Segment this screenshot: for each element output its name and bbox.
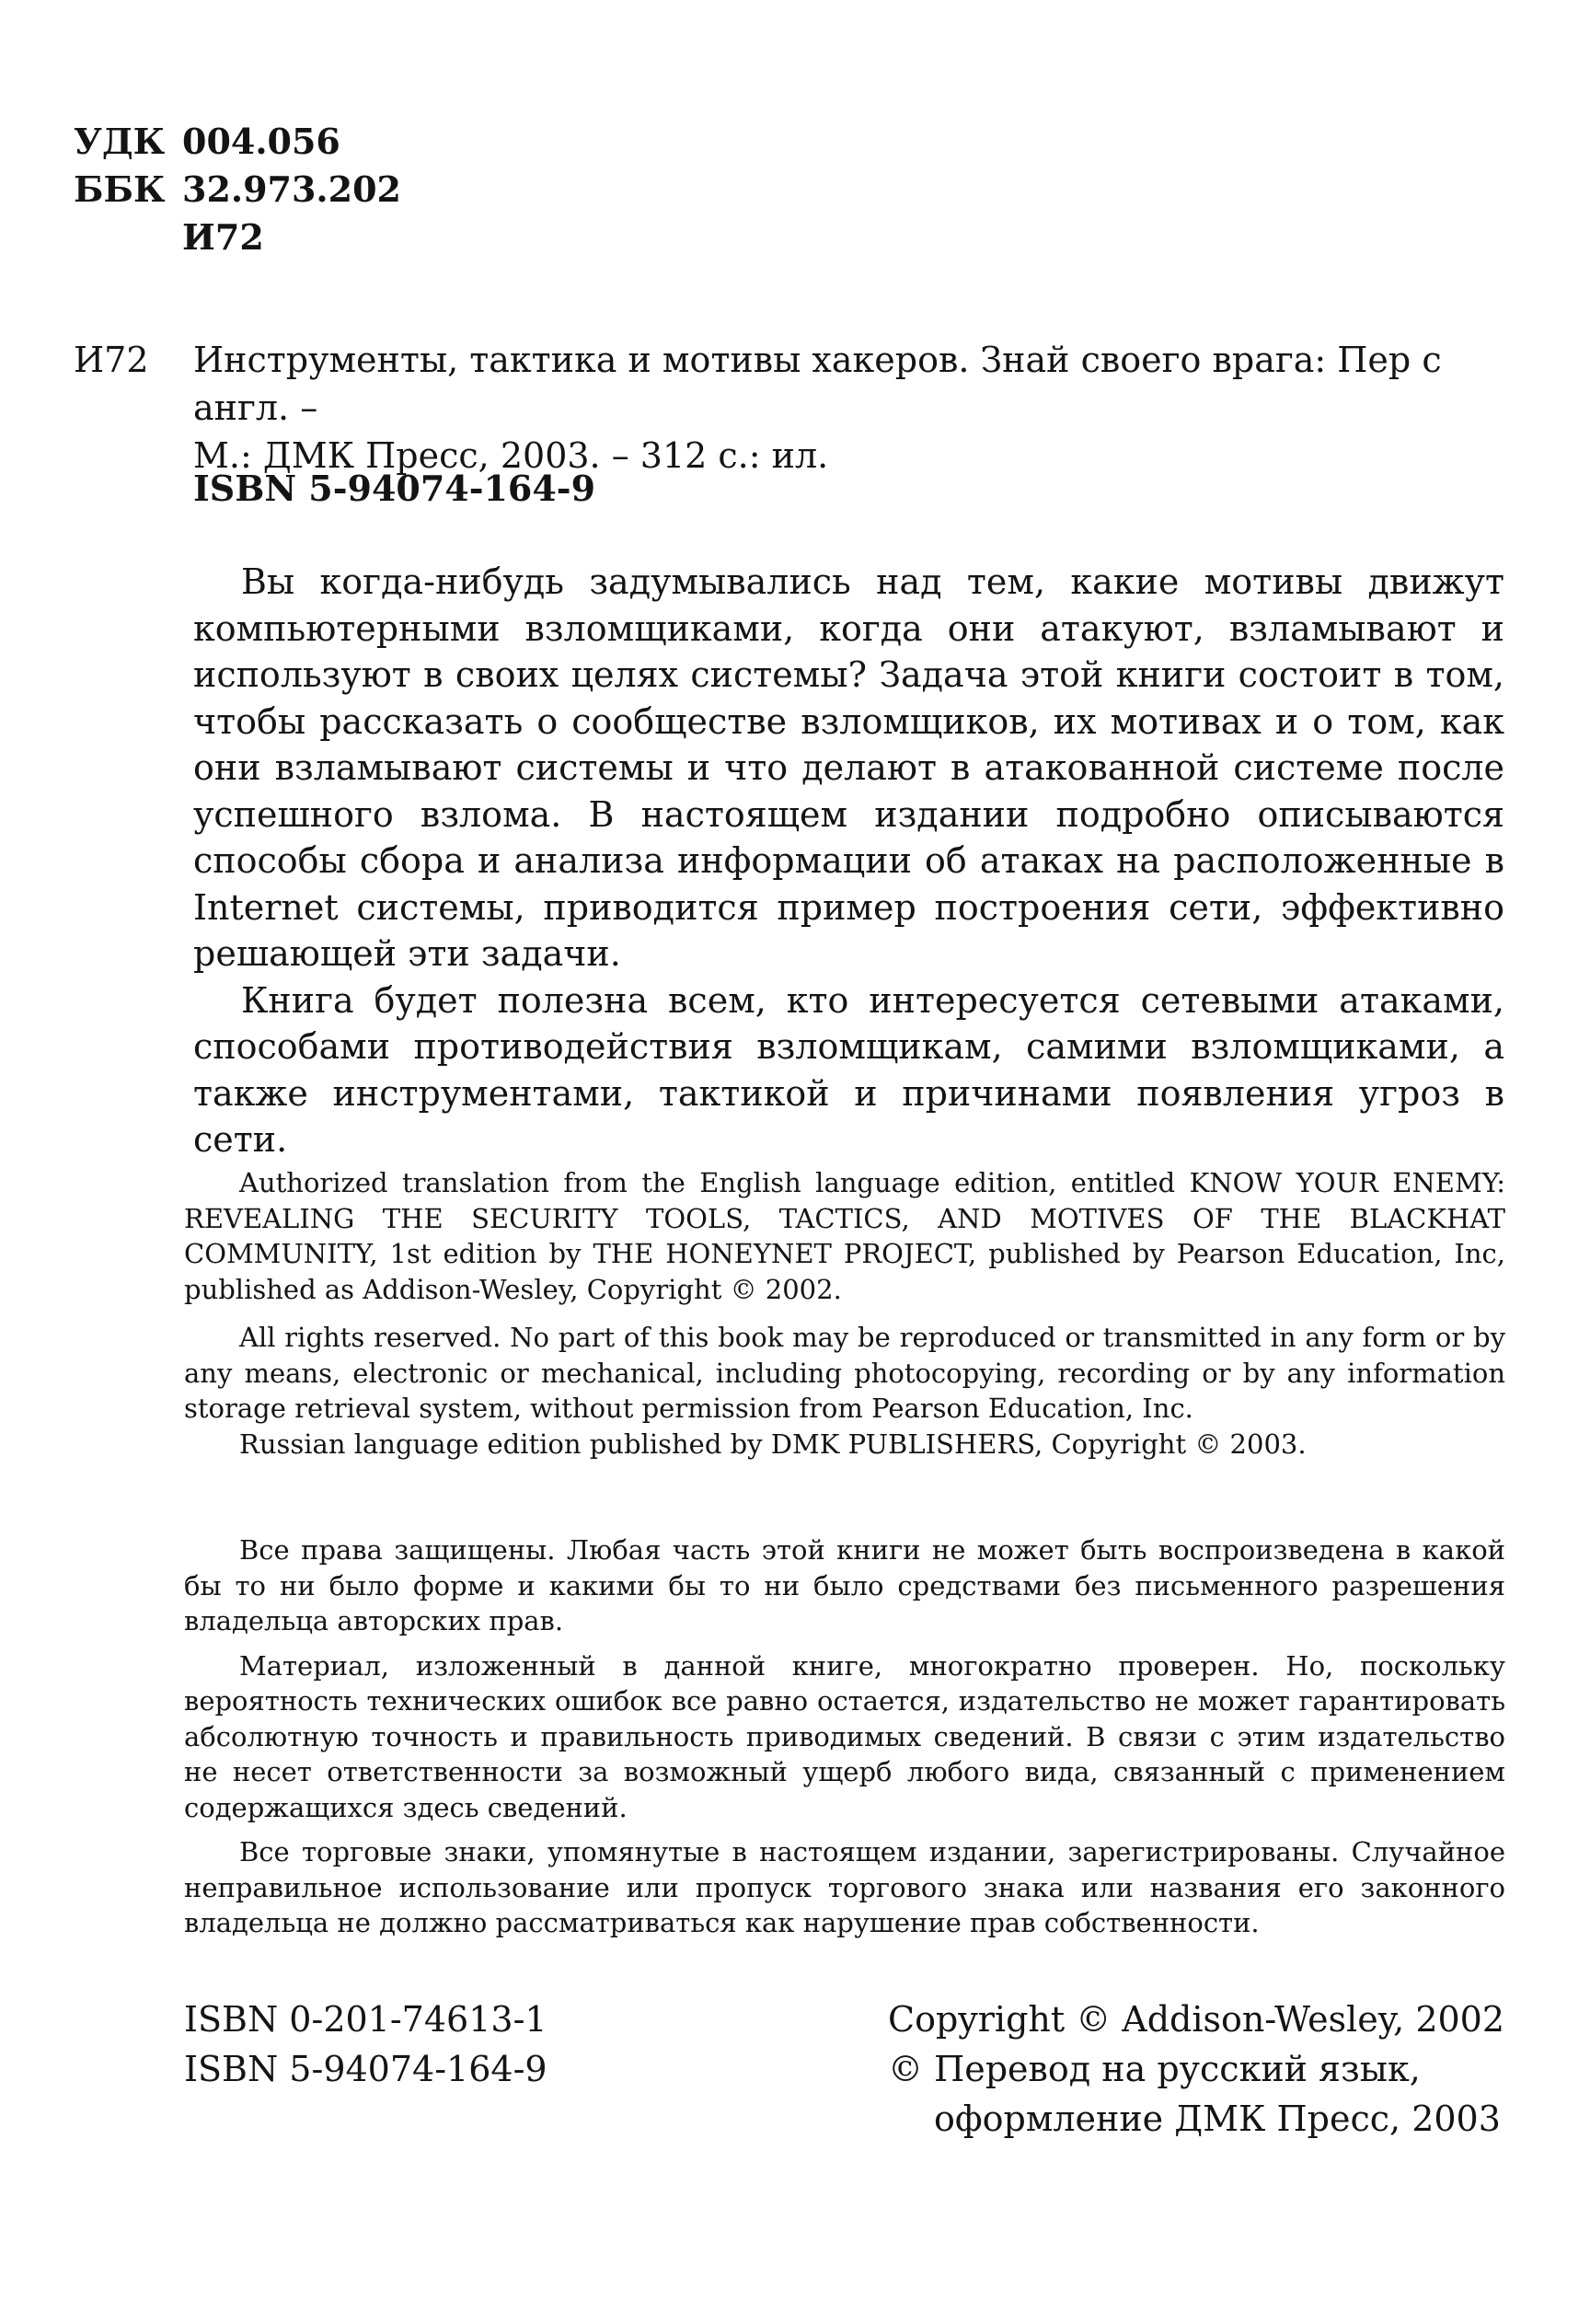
- isbn-russian: ISBN 5-94074-164-9: [184, 2049, 547, 2089]
- isbn-original: ISBN 0-201-74613-1: [184, 1999, 547, 2040]
- isbn-main: ISBN 5-94074-164-9: [193, 468, 596, 509]
- copyright-line: Copyright © Addison-Wesley, 2002: [888, 1999, 1505, 2040]
- bbk-value: 32.973.202: [182, 168, 401, 210]
- author-mark-row: [74, 214, 401, 261]
- copyright-block: [888, 1994, 1504, 2144]
- rights-paragraph: Все торговые знаки, упомянутые в настоящем издании, зарегистрированы. Случайное неправильное использование или пропуск торгового знака или названия его законного владельца не должно рассматриваться как нарушение прав собственности.: [184, 1836, 1505, 1938]
- bbk-row: [74, 166, 401, 214]
- udk-value: 004.056: [182, 121, 340, 162]
- bibliographic-entry: [74, 336, 1509, 480]
- english-rights-notice: [184, 1165, 1505, 1462]
- bbk-label: ББК: [74, 168, 166, 210]
- russian-edition-notice: Russian language edition published by DMK PUBLISHERS, Copyright © 2003.: [239, 1428, 1307, 1460]
- rights-paragraph: Все права защищены. Любая часть этой книги не может быть воспроизведена в какой бы то ни было форме и какими бы то ни было средствами без письменного разрешения владельца авторских прав.: [184, 1534, 1505, 1636]
- authorized-translation-notice: Authorized translation from the English language edition, entitled KNOW YOUR ENEMY: REVEALING THE SECURITY TOOLS, TACTICS, AND MOTIVES OF THE BLACKHAT COMMUNITY, 1st edition by THE HONEYNET PROJECT, published by Pearson Education, Inc, published as Addison-Wesley, Copyright © 2002.: [184, 1167, 1505, 1305]
- bib-code: И72: [74, 340, 149, 380]
- copyright-line: © Перевод на русский язык,: [888, 2049, 1421, 2089]
- all-rights-reserved-notice: All rights reserved. No part of this book may be reproduced or transmitted in any form or by any means, electronic or mechanical, including photocopying, recording or by any information storage retrieval system, without permission from Pearson Education, Inc.: [184, 1322, 1505, 1424]
- rights-paragraph: Материал, изложенный в данной книге, многократно проверен. Но, поскольку вероятность технических ошибок все равно остается, издательство не может гарантировать абсолютную точность и правильность приводимых сведений. В связи с этим издательство не несет ответственности за возможный ущерб любого вида, связанный с применением содержащихся здесь сведений.: [184, 1649, 1505, 1823]
- isbn-list: [184, 1994, 547, 2094]
- annotation-paragraph: Вы когда-нибудь задумывались над тем, какие мотивы движут компьютерными взломщиками, когда они атакуют, взламывают и используют в своих целях системы? Задача этой книги состоит в том, чтобы рассказать о сообществе взломщиков, их мотивах и о том, как они взламывают системы и что делают в атакованной системе после успешного взлома. В настоящем издании подробно описываются способы сбора и анализа информации об атаках на расположенные в Internet системы, приводится пример построения сети, эффективно решающей эти задачи.: [193, 561, 1504, 974]
- author-mark: И72: [182, 216, 264, 258]
- udk-label: УДК: [74, 121, 166, 162]
- bib-line-publisher: М.: ДМК Пресс, 2003. – 312 с.: ил.: [193, 435, 829, 476]
- classification-block: [74, 118, 401, 261]
- annotation: [193, 559, 1504, 1163]
- copyright-line: оформление ДМК Пресс, 2003: [934, 2099, 1501, 2139]
- udk-row: [74, 118, 401, 166]
- annotation-paragraph: Книга будет полезна всем, кто интересуется сетевыми атаками, способами противодействия взломщикам, самими взломщиками, а также инструментами, тактикой и причинами появления угроз в сети.: [193, 979, 1504, 1160]
- bib-line-title: Инструменты, тактика и мотивы хакеров. Знай своего врага: Пер с англ. –: [193, 340, 1442, 428]
- bib-description: [193, 336, 1527, 480]
- russian-rights-notice: [184, 1532, 1505, 1941]
